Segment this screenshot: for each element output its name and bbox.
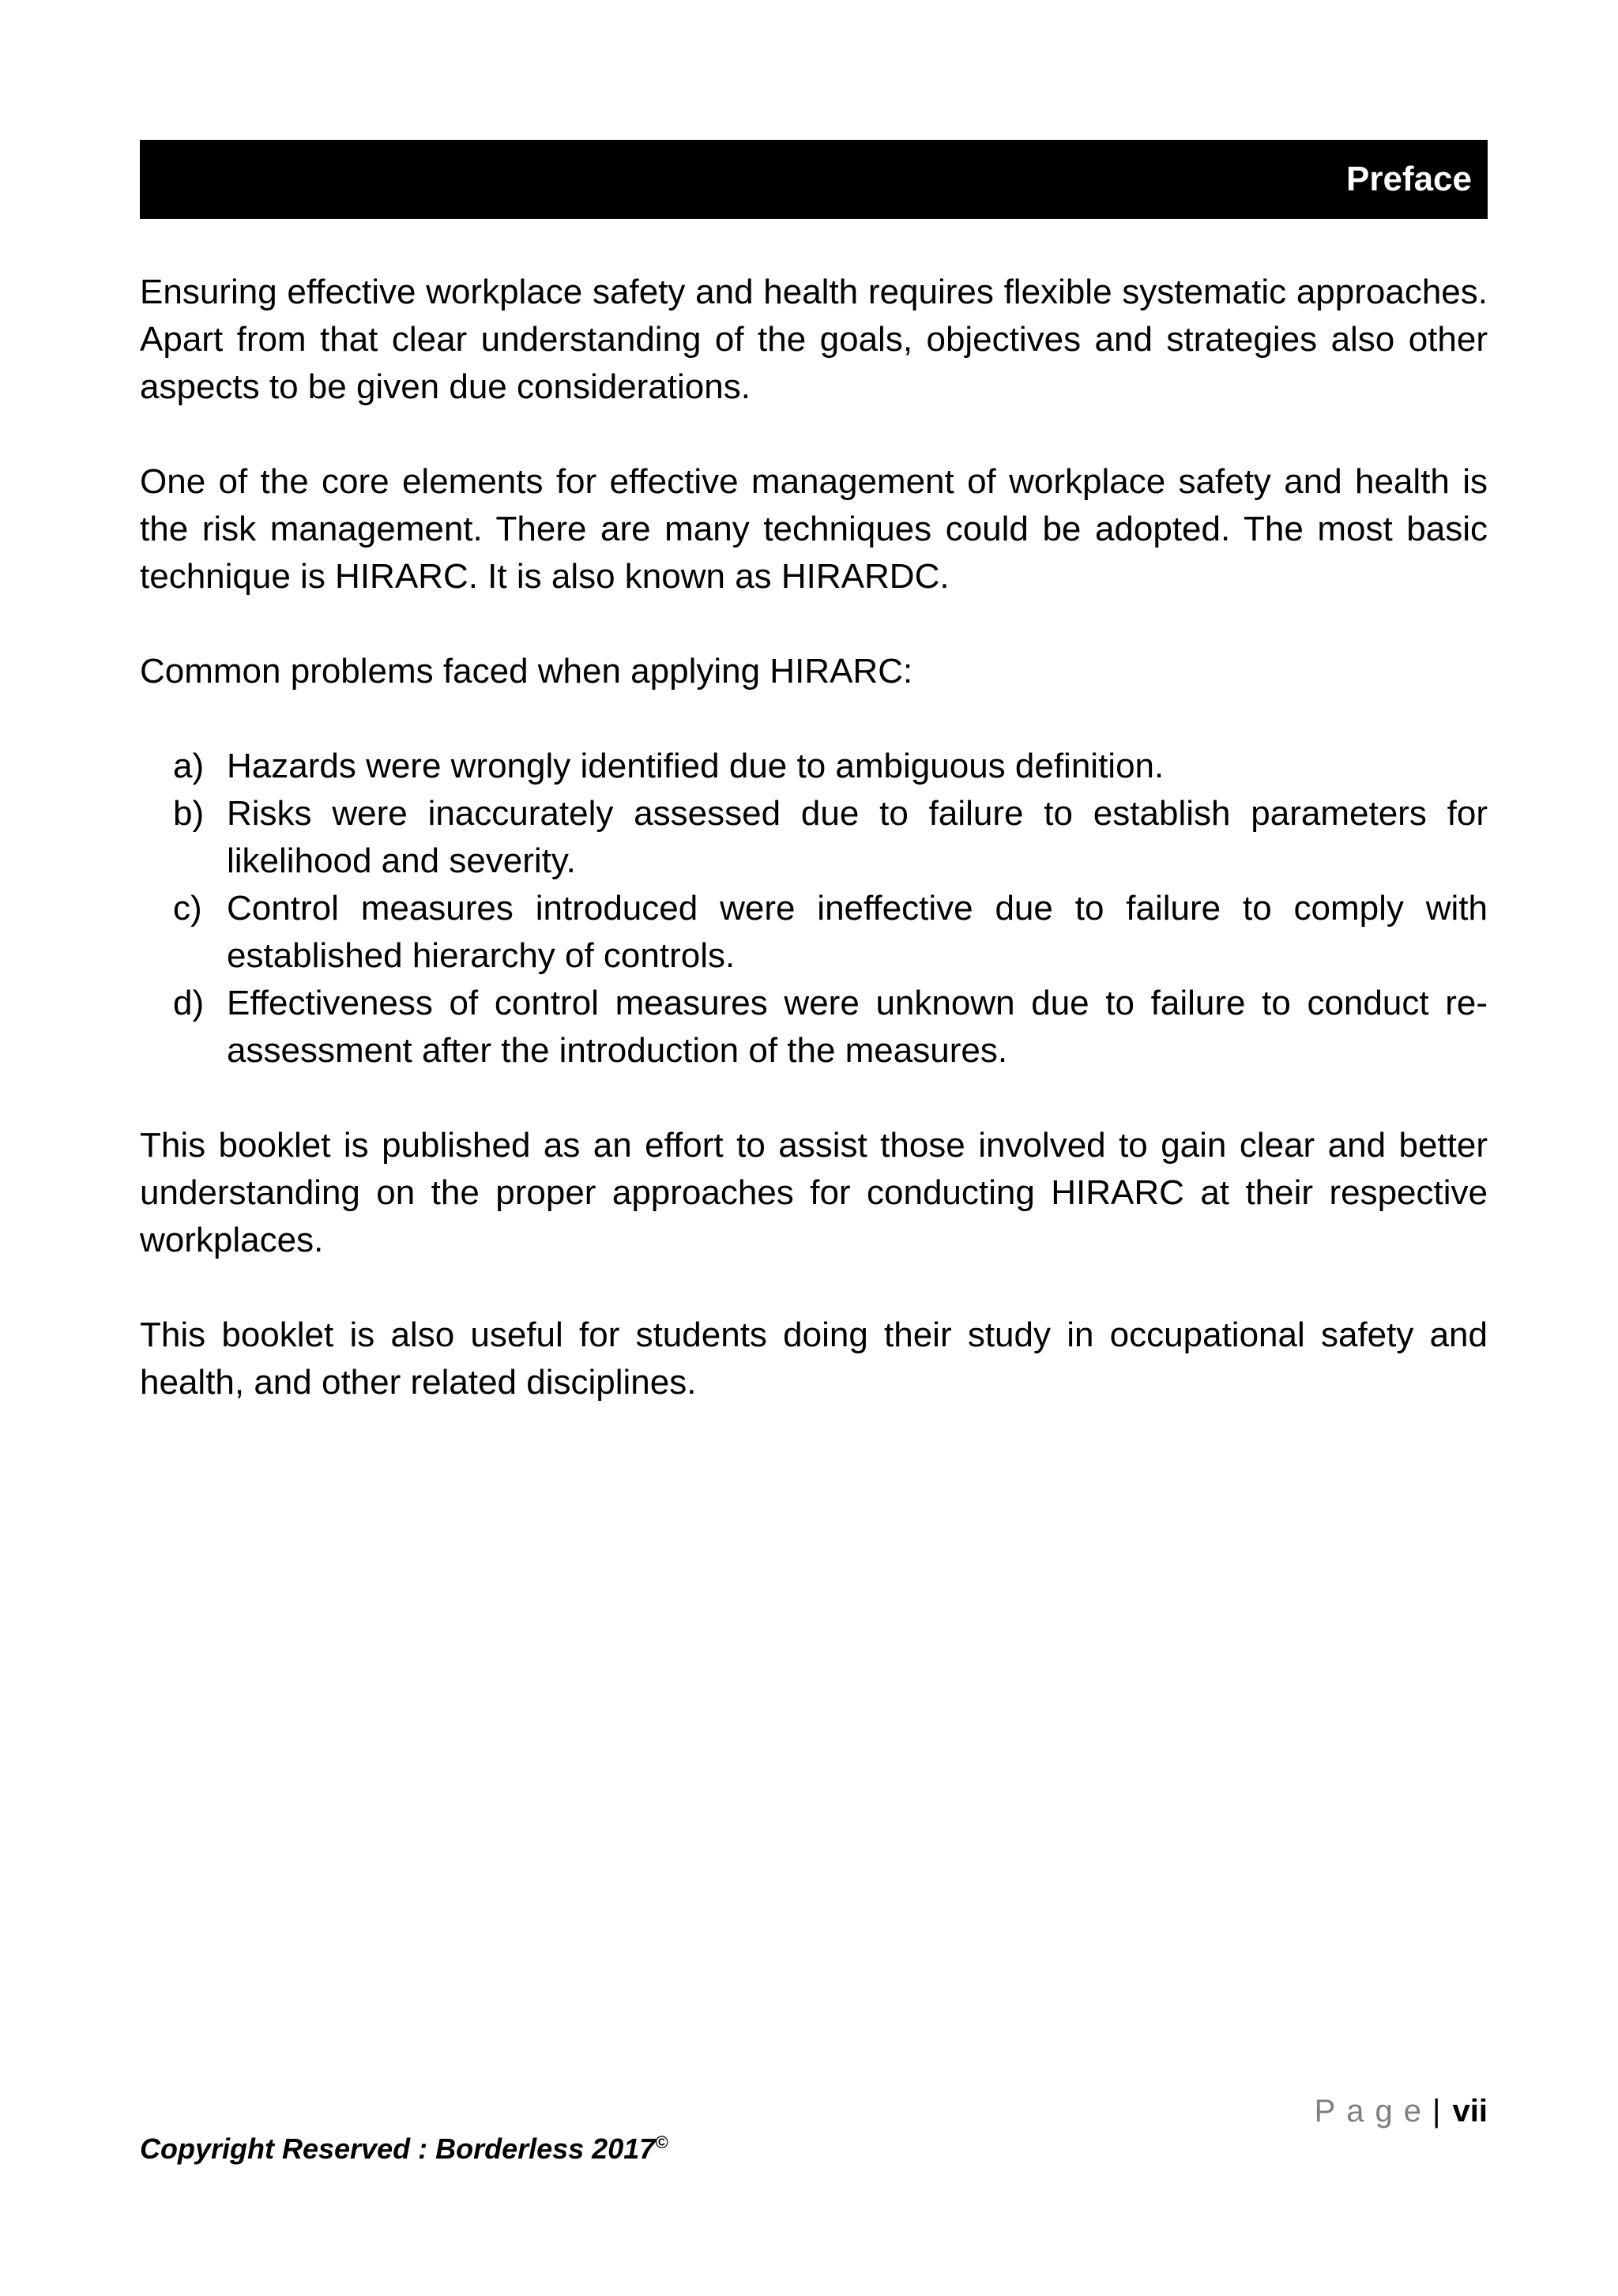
page-label: Page <box>1314 2094 1432 2129</box>
copyright-notice <box>140 2125 668 2173</box>
list-item-text: Hazards were wrongly identified due to ambiguous definition. <box>227 747 1165 785</box>
list-item-text: Effectiveness of control measures were unknown due to failure to conduct re-assessment after the introduction of the measures. <box>227 984 1488 1070</box>
list-item <box>140 790 1488 885</box>
paragraph-problems-intro: Common problems faced when applying HIRARC: <box>140 652 913 691</box>
list-marker: d) <box>173 984 205 1022</box>
list-item-text: Risks were inaccurately assessed due to failure to establish parameters for likelihood and severity. <box>227 794 1488 880</box>
page-number: vii <box>1452 2094 1488 2129</box>
header-bar <box>140 140 1488 219</box>
list-item-text: Control measures introduced were ineffective due to failure to comply with established hierarchy of controls. <box>227 889 1488 975</box>
copyright-symbol: © <box>655 2132 668 2152</box>
main-content <box>140 269 1488 1454</box>
page-number-footer <box>1315 2087 1488 2135</box>
list-item <box>140 885 1488 980</box>
list-item <box>140 743 1488 790</box>
paragraph-intro: Ensuring effective workplace safety and health requires flexible systematic approaches. Apart from that clear understanding of the goals, objectives and strategies also other aspects to be given due considerations. <box>140 273 1488 406</box>
page-title: Preface <box>1345 160 1472 198</box>
copyright-text: Copyright Reserved : Borderless 2017 <box>140 2132 656 2165</box>
paragraph-booklet-purpose: This booklet is published as an effort to assist those involved to gain clear and better understanding on the proper approaches for conducting HIRARC at their respective workplaces. <box>140 1126 1488 1259</box>
problem-list <box>140 743 1488 1075</box>
list-marker: a) <box>173 747 205 785</box>
page-separator: | <box>1432 2094 1441 2129</box>
paragraph-booklet-students: This booklet is also useful for students doing their study in occupational safety and health, and other related disciplines. <box>140 1315 1488 1402</box>
list-marker: c) <box>173 889 202 928</box>
paragraph-risk-management: One of the core elements for effective management of workplace safety and health is the risk management. There are many techniques could be adopted. The most basic technique is HIRARC. It is also known as HIRARDC. <box>140 462 1488 596</box>
list-item <box>140 980 1488 1075</box>
list-marker: b) <box>173 794 205 833</box>
